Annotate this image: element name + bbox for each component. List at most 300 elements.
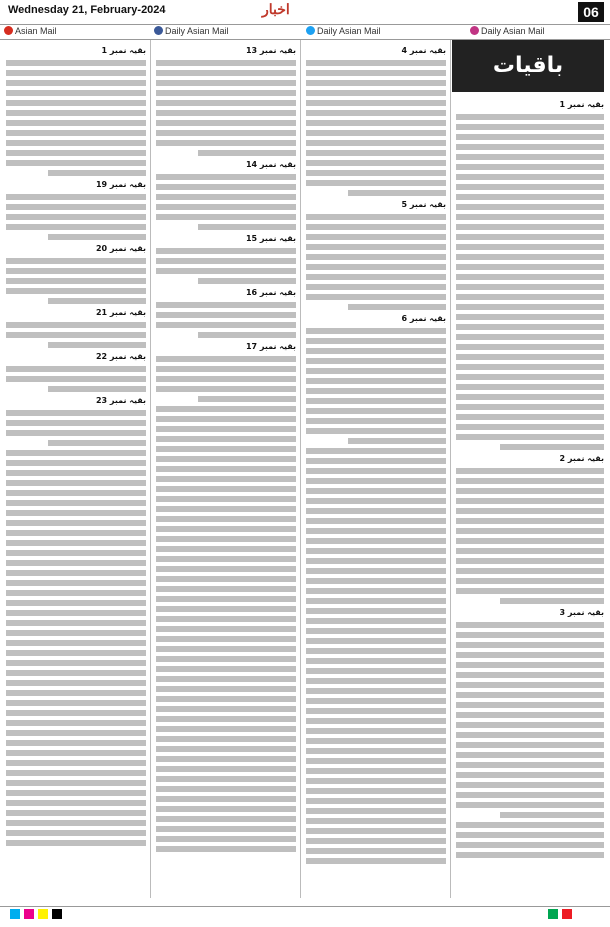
yellow-swatch — [38, 909, 48, 919]
text-line — [306, 378, 446, 384]
text-line — [6, 550, 146, 556]
issue-date: Wednesday 21, February-2024 — [8, 4, 166, 16]
text-line — [306, 548, 446, 554]
text-line — [456, 468, 604, 474]
text-line — [6, 470, 146, 476]
text-line — [156, 130, 296, 136]
text-line — [156, 476, 296, 482]
text-line — [6, 70, 146, 76]
text-line — [156, 706, 296, 712]
text-line — [306, 358, 446, 364]
text-line — [6, 214, 146, 220]
text-line — [456, 622, 604, 628]
text-line — [456, 652, 604, 658]
subhead: بقیہ نمبر 17 — [245, 342, 296, 351]
text-line — [456, 692, 604, 698]
text-line — [156, 302, 296, 308]
text-line — [306, 160, 446, 166]
text-line — [306, 698, 446, 704]
text-line — [6, 130, 146, 136]
text-line — [456, 364, 604, 370]
text-line — [306, 348, 446, 354]
text-line — [456, 578, 604, 584]
text-line — [456, 384, 604, 390]
text-line — [456, 334, 604, 340]
text-line — [156, 596, 296, 602]
text-line — [456, 344, 604, 350]
text-line — [456, 538, 604, 544]
text-line — [456, 752, 604, 758]
text-line — [6, 376, 146, 382]
social-youtube[interactable]: Asian Mail — [4, 26, 57, 36]
text-line — [456, 842, 604, 848]
text-line — [456, 568, 604, 574]
text-line — [6, 150, 146, 156]
text-line — [48, 234, 146, 240]
text-line — [456, 224, 604, 230]
text-line — [6, 650, 146, 656]
text-line — [6, 760, 146, 766]
text-line — [306, 828, 446, 834]
text-line — [156, 816, 296, 822]
text-line — [456, 134, 604, 140]
text-line — [6, 800, 146, 806]
text-line — [456, 642, 604, 648]
text-line — [156, 756, 296, 762]
text-line — [156, 766, 296, 772]
text-line — [306, 768, 446, 774]
red-swatch — [562, 909, 572, 919]
text-line — [456, 114, 604, 120]
instagram-icon — [470, 26, 479, 35]
text-line — [6, 540, 146, 546]
text-line — [6, 620, 146, 626]
text-line — [48, 386, 146, 392]
text-line — [456, 244, 604, 250]
text-line — [456, 832, 604, 838]
text-line — [306, 224, 446, 230]
text-line — [348, 190, 446, 196]
text-line — [156, 80, 296, 86]
text-line — [156, 656, 296, 662]
text-line — [6, 670, 146, 676]
text-line — [156, 466, 296, 472]
text-line — [156, 366, 296, 372]
text-line — [156, 696, 296, 702]
text-line — [306, 588, 446, 594]
text-line — [198, 278, 296, 284]
text-line — [156, 426, 296, 432]
text-line — [456, 314, 604, 320]
text-line — [306, 528, 446, 534]
text-line — [48, 440, 146, 446]
text-line — [456, 254, 604, 260]
text-line — [306, 170, 446, 176]
text-line — [456, 762, 604, 768]
text-line — [456, 792, 604, 798]
text-line — [500, 444, 604, 450]
text-line — [156, 386, 296, 392]
text-line — [456, 682, 604, 688]
social-twitter[interactable]: Daily Asian Mail — [306, 26, 381, 36]
text-line — [306, 398, 446, 404]
text-line — [456, 852, 604, 858]
text-line — [306, 678, 446, 684]
text-line — [156, 636, 296, 642]
text-line — [156, 194, 296, 200]
text-line — [306, 254, 446, 260]
text-line — [156, 174, 296, 180]
text-line — [456, 304, 604, 310]
text-line — [306, 368, 446, 374]
text-line — [456, 518, 604, 524]
text-line — [156, 356, 296, 362]
text-line — [306, 150, 446, 156]
text-line — [6, 90, 146, 96]
text-line — [156, 506, 296, 512]
text-line — [306, 508, 446, 514]
text-line — [156, 416, 296, 422]
text-line — [48, 298, 146, 304]
text-line — [306, 264, 446, 270]
text-line — [6, 600, 146, 606]
text-line — [306, 758, 446, 764]
text-line — [156, 436, 296, 442]
section-title: باقیات — [452, 40, 604, 92]
text-line — [156, 406, 296, 412]
text-line — [456, 772, 604, 778]
text-line — [306, 798, 446, 804]
text-line — [156, 836, 296, 842]
text-line — [456, 712, 604, 718]
text-line — [306, 214, 446, 220]
print-color-bar — [0, 906, 610, 927]
text-line — [456, 294, 604, 300]
subhead: بقیہ نمبر 21 — [95, 308, 146, 317]
text-line — [306, 140, 446, 146]
youtube-icon — [4, 26, 13, 35]
text-line — [456, 144, 604, 150]
text-line — [156, 646, 296, 652]
text-line — [6, 140, 146, 146]
cyan-swatch — [10, 909, 20, 919]
text-line — [306, 110, 446, 116]
text-line — [156, 204, 296, 210]
text-line — [6, 770, 146, 776]
text-line — [306, 648, 446, 654]
text-line — [456, 404, 604, 410]
text-line — [156, 120, 296, 126]
subhead: بقیہ نمبر 20 — [95, 244, 146, 253]
text-line — [6, 660, 146, 666]
column-4 — [456, 96, 604, 862]
text-line — [6, 630, 146, 636]
text-line — [306, 538, 446, 544]
text-line — [6, 288, 146, 294]
text-line — [306, 448, 446, 454]
text-line — [6, 500, 146, 506]
text-line — [156, 586, 296, 592]
text-line — [456, 822, 604, 828]
text-line — [156, 248, 296, 254]
text-line — [306, 578, 446, 584]
text-line — [306, 428, 446, 434]
text-line — [156, 576, 296, 582]
text-line — [156, 536, 296, 542]
text-line — [456, 672, 604, 678]
text-line — [306, 808, 446, 814]
text-line — [456, 204, 604, 210]
text-line — [306, 408, 446, 414]
text-line — [156, 456, 296, 462]
text-line — [156, 786, 296, 792]
text-line — [456, 214, 604, 220]
text-line — [156, 626, 296, 632]
text-line — [306, 638, 446, 644]
black-swatch — [52, 909, 62, 919]
subhead: بقیہ نمبر 16 — [245, 288, 296, 297]
text-line — [306, 858, 446, 864]
text-line — [456, 264, 604, 270]
green-swatch — [548, 909, 558, 919]
text-line — [156, 686, 296, 692]
text-line — [456, 742, 604, 748]
text-line — [156, 140, 296, 146]
text-line — [156, 566, 296, 572]
text-line — [456, 184, 604, 190]
text-line — [156, 376, 296, 382]
text-line — [6, 710, 146, 716]
text-line — [306, 618, 446, 624]
text-line — [6, 840, 146, 846]
text-line — [6, 204, 146, 210]
text-line — [456, 374, 604, 380]
text-line — [500, 812, 604, 818]
text-line — [6, 160, 146, 166]
text-line — [6, 110, 146, 116]
text-line — [6, 258, 146, 264]
text-line — [306, 234, 446, 240]
text-line — [456, 234, 604, 240]
page-number: 06 — [578, 2, 604, 22]
text-line — [6, 720, 146, 726]
text-line — [198, 224, 296, 230]
text-line — [156, 796, 296, 802]
text-line — [156, 268, 296, 274]
text-line — [306, 628, 446, 634]
text-line — [156, 486, 296, 492]
text-line — [306, 818, 446, 824]
text-line — [6, 194, 146, 200]
newspaper-logo: اخبار — [262, 2, 290, 18]
subhead: بقیہ نمبر 23 — [95, 396, 146, 405]
text-line — [348, 304, 446, 310]
text-line — [156, 666, 296, 672]
text-line — [156, 90, 296, 96]
text-line — [456, 662, 604, 668]
text-line — [306, 668, 446, 674]
text-line — [6, 820, 146, 826]
text-line — [6, 420, 146, 426]
text-line — [198, 396, 296, 402]
text-line — [156, 70, 296, 76]
text-line — [156, 184, 296, 190]
text-line — [6, 690, 146, 696]
text-line — [6, 640, 146, 646]
text-line — [306, 728, 446, 734]
masthead — [0, 0, 610, 24]
text-line — [6, 460, 146, 466]
text-line — [456, 194, 604, 200]
text-line — [48, 170, 146, 176]
text-line — [156, 746, 296, 752]
text-line — [456, 154, 604, 160]
subhead: بقیہ نمبر 22 — [95, 352, 146, 361]
text-line — [456, 354, 604, 360]
text-line — [306, 658, 446, 664]
text-line — [306, 778, 446, 784]
text-line — [6, 590, 146, 596]
text-line — [156, 312, 296, 318]
twitter-icon — [306, 26, 315, 35]
text-line — [156, 806, 296, 812]
text-line — [456, 424, 604, 430]
text-line — [6, 680, 146, 686]
text-line — [6, 790, 146, 796]
text-line — [156, 214, 296, 220]
column-3 — [306, 42, 446, 868]
text-line — [48, 342, 146, 348]
text-line — [306, 488, 446, 494]
subhead: بقیہ نمبر 13 — [245, 46, 296, 55]
subhead: بقیہ نمبر 1 — [559, 100, 604, 109]
text-line — [306, 788, 446, 794]
text-line — [348, 438, 446, 444]
text-line — [306, 738, 446, 744]
text-line — [456, 802, 604, 808]
text-line — [306, 274, 446, 280]
text-line — [6, 268, 146, 274]
text-line — [6, 366, 146, 372]
text-line — [6, 322, 146, 328]
text-line — [6, 610, 146, 616]
text-line — [156, 100, 296, 106]
text-line — [306, 518, 446, 524]
text-line — [6, 80, 146, 86]
social-facebook[interactable]: Daily Asian Mail — [154, 26, 229, 36]
social-bar — [0, 24, 610, 40]
text-line — [306, 848, 446, 854]
text-line — [198, 332, 296, 338]
text-line — [156, 60, 296, 66]
text-line — [456, 164, 604, 170]
text-line — [456, 174, 604, 180]
magenta-swatch — [24, 909, 34, 919]
text-line — [156, 546, 296, 552]
text-line — [156, 826, 296, 832]
subhead: بقیہ نمبر 19 — [95, 180, 146, 189]
text-line — [6, 278, 146, 284]
text-line — [6, 530, 146, 536]
subhead: بقیہ نمبر 4 — [401, 46, 446, 55]
text-line — [6, 430, 146, 436]
text-line — [156, 616, 296, 622]
social-instagram[interactable]: Daily Asian Mail — [470, 26, 545, 36]
text-line — [306, 468, 446, 474]
text-line — [156, 776, 296, 782]
subhead: بقیہ نمبر 15 — [245, 234, 296, 243]
text-line — [6, 332, 146, 338]
text-line — [306, 294, 446, 300]
text-line — [456, 434, 604, 440]
text-line — [6, 224, 146, 230]
text-line — [456, 782, 604, 788]
text-line — [156, 322, 296, 328]
text-line — [6, 750, 146, 756]
text-line — [156, 726, 296, 732]
text-line — [456, 528, 604, 534]
text-line — [6, 60, 146, 66]
facebook-icon — [154, 26, 163, 35]
text-line — [456, 558, 604, 564]
text-line — [156, 676, 296, 682]
text-line — [306, 568, 446, 574]
text-line — [198, 150, 296, 156]
text-line — [306, 708, 446, 714]
text-line — [156, 606, 296, 612]
text-line — [156, 496, 296, 502]
text-line — [306, 458, 446, 464]
text-line — [6, 580, 146, 586]
text-line — [306, 598, 446, 604]
text-line — [456, 274, 604, 280]
text-line — [456, 284, 604, 290]
column-2 — [156, 42, 296, 856]
text-line — [156, 258, 296, 264]
subhead: بقیہ نمبر 1 — [101, 46, 146, 55]
text-line — [306, 338, 446, 344]
text-line — [6, 830, 146, 836]
text-line — [306, 388, 446, 394]
text-line — [156, 446, 296, 452]
text-line — [456, 498, 604, 504]
text-line — [456, 124, 604, 130]
text-line — [306, 688, 446, 694]
text-line — [6, 730, 146, 736]
text-line — [6, 570, 146, 576]
text-line — [306, 120, 446, 126]
text-line — [306, 80, 446, 86]
text-line — [306, 328, 446, 334]
text-line — [6, 560, 146, 566]
text-line — [6, 100, 146, 106]
text-line — [6, 810, 146, 816]
text-line — [306, 478, 446, 484]
text-line — [156, 526, 296, 532]
subhead: بقیہ نمبر 14 — [245, 160, 296, 169]
subhead: بقیہ نمبر 2 — [559, 454, 604, 463]
text-line — [306, 90, 446, 96]
text-line — [306, 558, 446, 564]
text-line — [456, 588, 604, 594]
text-line — [306, 130, 446, 136]
text-line — [456, 702, 604, 708]
text-line — [306, 718, 446, 724]
text-line — [306, 284, 446, 290]
text-line — [456, 478, 604, 484]
text-line — [306, 838, 446, 844]
text-line — [156, 716, 296, 722]
